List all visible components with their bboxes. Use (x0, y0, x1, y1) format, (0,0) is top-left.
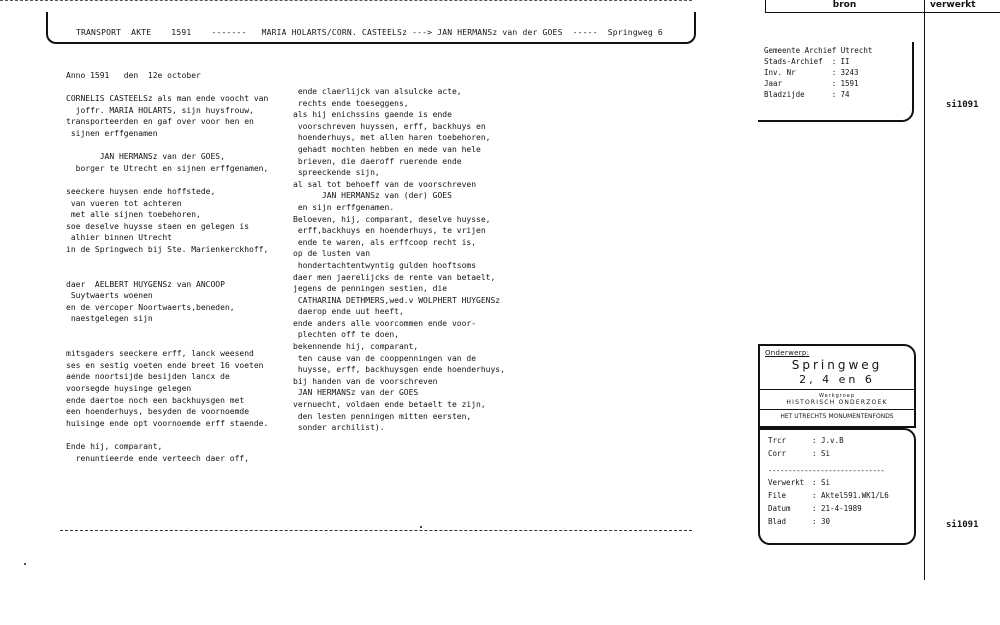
deed-line: renuntieerde ende verteech daer off, (66, 453, 250, 463)
deed-line: huisinge ende opt voornoemde erff staende. (66, 418, 269, 428)
processing-value: : J.v.B (812, 436, 844, 445)
deed-line: rechts ende toeseggens, (293, 98, 409, 108)
deed-line: joffr. MARIA HOLARTS, sijn huysfrouw, (66, 105, 254, 115)
processing-key: Trcr (768, 436, 787, 445)
werkgroep-name: HISTORISCH ONDERZOEK (786, 399, 888, 406)
subject-numbers: 2, 4 en 6 (799, 373, 875, 386)
deed-line: gehadt mochten hebben en mede van hele (293, 144, 481, 154)
deed-line: alhier binnen Utrecht (66, 233, 172, 243)
deed-left-column (66, 70, 268, 464)
deed-line: al sal tot behoeff van de voorschreven (293, 179, 477, 189)
processing-row (768, 449, 830, 458)
archive-key: Stads-Archief : (764, 57, 837, 66)
deed-line: naestgelegen sijn (66, 314, 153, 324)
deed-line (66, 82, 268, 94)
deed-line (66, 174, 268, 186)
deed-line: sijnen erffgenamen (66, 128, 158, 138)
deed-line: daer men jaerelijcks de rente van betaelt, (293, 272, 496, 282)
deed-line: jegens de penningen sestien, die (293, 284, 448, 294)
processing-key: Blad (768, 517, 787, 526)
archive-value: 74 (840, 90, 850, 99)
deed-line: mitsgaders seeckere erff, lanck weesend (66, 349, 254, 359)
processing-value: : 21-4-1989 (812, 504, 862, 513)
column-divider (924, 0, 925, 580)
deed-line: met alle sijnen toebehoren, (66, 210, 201, 220)
deed-line: bij handen van de voorschreven (293, 376, 438, 386)
deed-line: ende claerlijck van alsulcke acte, (293, 87, 462, 96)
archive-key: Gemeente Archief Utrecht (764, 46, 873, 55)
deed-line (66, 140, 268, 152)
deed-line: bekennende hij, comparant, (293, 342, 419, 352)
deed-line: voorschreven huyssen, erff, backhuys en (293, 121, 486, 131)
processed-reference: si1091 (946, 520, 979, 530)
stamp-divider (760, 389, 914, 390)
archive-row (764, 68, 859, 77)
stamp-divider (760, 409, 914, 410)
processing-separator: ----------------------------- (768, 466, 885, 475)
deed-line (66, 325, 268, 337)
deed-line: ten cause van de cooppenningen van de (293, 353, 477, 363)
deed-line: transporteerden en gaf over voor hen en (66, 117, 254, 127)
archive-row (764, 46, 872, 55)
processing-key: File (768, 491, 787, 500)
deed-line: op de lusten van (293, 249, 371, 259)
processing-value: : Si (812, 478, 831, 487)
deed-line: borger te Utrecht en sijnen erffgenamen, (66, 163, 269, 173)
processing-value: : Si (812, 449, 831, 458)
organisation-name: HET UTRECHTS MONUMENTENFONDS (780, 413, 894, 420)
deed-line: Suytwaerts woenen (66, 291, 153, 301)
top-dashed-rule (0, 0, 692, 1)
archive-row (764, 57, 850, 66)
deed-line: en de vercoper Noortwaerts,beneden, (66, 302, 235, 312)
deed-line: voorsegde huysinge gelegen (66, 384, 192, 394)
deed-line: van vueren tot achteren (66, 198, 182, 208)
deed-line: JAN HERMANSz van der GOES, (66, 152, 225, 162)
deed-line (66, 337, 268, 349)
deed-line: seeckere huysen ende hoffstede, (66, 186, 216, 196)
processing-row (768, 504, 862, 513)
deed-line: ende daertoe noch een backhuysgen met (66, 395, 245, 405)
deed-line: daerop ende uut heeft, (293, 307, 404, 317)
archive-row (764, 90, 850, 99)
deed-line: in de Springwech bij Ste. Marienkerckhoff, (66, 244, 269, 254)
subject-street: Springweg (791, 358, 883, 372)
deed-line (66, 256, 268, 268)
deed-line: aende noortsijde besijden lancx de (66, 372, 230, 382)
subject-label: Onderwerp: (765, 349, 810, 357)
bottom-dashed-rule (60, 530, 692, 531)
deed-right-column (293, 86, 505, 434)
deed-line (66, 267, 268, 279)
subject-stamp (758, 344, 916, 428)
deed-line: als hij enichssins gaende is ende (293, 110, 452, 120)
archive-key: Bladzijde : (764, 90, 837, 99)
werkgroep-label: Werkgroep (818, 393, 856, 399)
processing-row (768, 478, 830, 487)
processing-row (768, 436, 844, 445)
processing-value: : Aktel591.WK1/L6 (812, 491, 889, 500)
deed-line (66, 429, 268, 441)
processing-row (768, 491, 889, 500)
deed-line: JAN HERMANSz van (der) GOES (293, 191, 452, 201)
deed-line: plechten off te doen, (293, 330, 399, 340)
speck-mark (420, 526, 422, 528)
deed-line: JAN HERMANSz van der GOES (293, 388, 419, 398)
deed-line: daer AELBERT HUYGENSz van ANCOOP (66, 279, 225, 289)
archive-row (764, 79, 859, 88)
processing-value: : 30 (812, 517, 831, 526)
deed-line: erff,backhuys en hoenderhuys, te vrijen (293, 226, 486, 236)
deed-line: een hoenderhuys, besyden de voornoemde (66, 407, 250, 417)
deed-line: Ende hij, comparant, (66, 442, 163, 451)
deed-line: hondertachtentwyntig gulden hooftsoms (293, 260, 477, 270)
column-header-verwerkt: verwerkt (930, 0, 976, 10)
speck-mark (24, 563, 26, 565)
column-header-rule (765, 12, 1000, 13)
deed-line: soe deselve huysse staen en gelegen is (66, 221, 250, 231)
processing-key: Verwerkt (768, 478, 805, 487)
processing-key: Datum (768, 504, 791, 513)
processing-row (768, 517, 830, 526)
archive-value: II (840, 57, 850, 66)
archive-key: Jaar : (764, 79, 837, 88)
deed-line: vernuecht, voldaen ende betaelt te zijn, (293, 400, 486, 410)
archive-value: 3243 (840, 68, 859, 77)
deed-line: CORNELIS CASTEELSz als man ende voocht van (66, 94, 269, 104)
deed-line: Anno 1591 den 12e october (66, 71, 201, 80)
deed-line: hoenderhuys, met allen haren toebehoren, (293, 133, 491, 143)
deed-line: Beloeven, hij, comparant, deselve huysse, (293, 214, 491, 224)
processed-reference: si1091 (946, 100, 979, 110)
deed-line: CATHARINA DETHMERS,wed.v WOLPHERT HUYGENSz (293, 295, 501, 305)
deed-line: huysse, erff, backhuysgen ende hoenderhuys, (293, 365, 505, 375)
archive-key: Inv. Nr : (764, 68, 837, 77)
deed-line: brieven, die daeroff ruerende ende (293, 156, 462, 166)
deed-title: TRANSPORT AKTE 1591 ------- MARIA HOLARTS/CORN. CASTEELSz ---> JAN HERMANSz van der GOES ----- Springweg 6 (76, 28, 663, 37)
deed-line: sonder archilist). (293, 423, 385, 433)
deed-line: ende te waren, als erffcoop recht is, (293, 237, 477, 247)
archive-value: 1591 (840, 79, 859, 88)
deed-line: den lesten penningen mitten eersten, (293, 411, 472, 421)
processing-box (758, 428, 916, 545)
deed-line: en sijn erffgenamen. (293, 202, 395, 212)
deed-line: ses en sestig voeten ende breet 16 voeten (66, 360, 264, 370)
deed-line: spreeckende sijn, (293, 168, 380, 178)
column-header-bron: bron (832, 0, 857, 10)
archive-source-box (758, 42, 914, 122)
deed-line: ende anders alle voorcommen ende voor- (293, 318, 477, 328)
processing-key: Corr (768, 449, 787, 458)
